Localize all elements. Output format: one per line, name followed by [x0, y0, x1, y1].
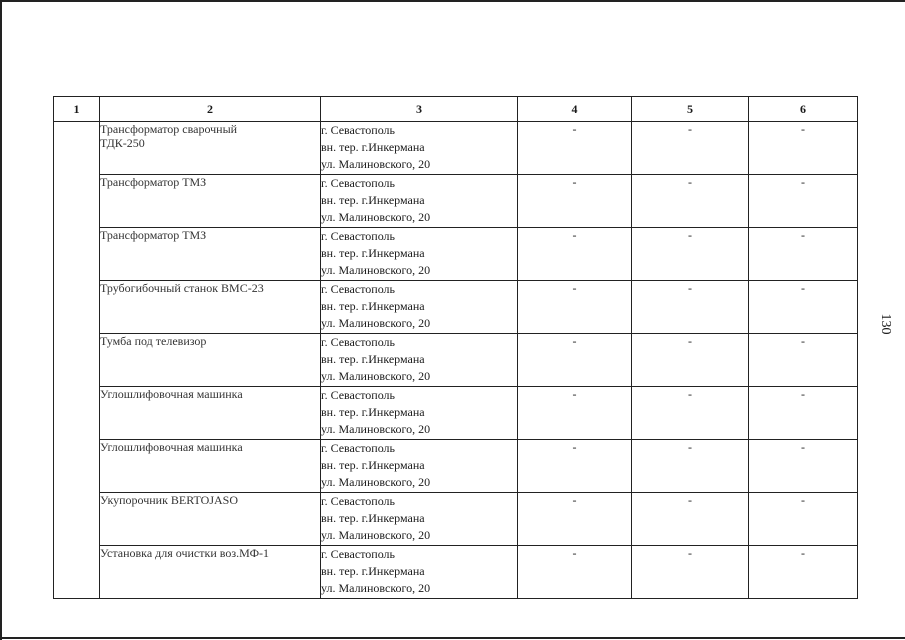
value-c4: -: [518, 546, 632, 599]
address-line: вн. тер. г.Инкермана: [321, 140, 425, 154]
item-name: Тумба под телевизор: [100, 334, 321, 387]
value-c5: -: [632, 493, 749, 546]
value-c4: -: [518, 175, 632, 228]
value-c6: -: [749, 334, 858, 387]
row-number-cell: [54, 334, 100, 387]
value-c4: -: [518, 228, 632, 281]
row-number-cell: [54, 387, 100, 440]
address-line: ул. Малиновского, 20: [321, 263, 431, 277]
table-row: [54, 281, 858, 334]
table-row: [54, 387, 858, 440]
value-c4: -: [518, 334, 632, 387]
table-row: [54, 493, 858, 546]
value-c5: -: [632, 387, 749, 440]
item-address: [321, 440, 518, 493]
header-row: [54, 97, 858, 122]
address-line: вн. тер. г.Инкермана: [321, 193, 425, 207]
value-c5: -: [632, 281, 749, 334]
item-address: [321, 122, 518, 175]
page-top-border: [0, 0, 905, 2]
address-line: г. Севастополь: [321, 388, 396, 402]
row-number-cell: [54, 228, 100, 281]
table-row: [54, 440, 858, 493]
address-line: ул. Малиновского, 20: [321, 422, 431, 436]
value-c4: -: [518, 493, 632, 546]
value-c5: -: [632, 175, 749, 228]
item-name: Трубогибочный станок ВМС-23: [100, 281, 321, 334]
address-line: ул. Малиновского, 20: [321, 528, 431, 542]
row-number-cell: [54, 175, 100, 228]
table-row: [54, 546, 858, 599]
item-name: Установка для очистки воз.МФ-1: [100, 546, 321, 599]
item-name: Углошлифовочная машинка: [100, 387, 321, 440]
address-line: ул. Малиновского, 20: [321, 581, 431, 595]
col-header-1: 1: [54, 97, 100, 122]
value-c6: -: [749, 175, 858, 228]
row-number-cell: [54, 122, 100, 175]
value-c6: -: [749, 281, 858, 334]
value-c6: -: [749, 228, 858, 281]
item-address: [321, 334, 518, 387]
address-line: ул. Малиновского, 20: [321, 316, 431, 330]
value-c5: -: [632, 334, 749, 387]
col-header-2: 2: [100, 97, 321, 122]
address-line: ул. Малиновского, 20: [321, 157, 431, 171]
address-line: вн. тер. г.Инкермана: [321, 564, 425, 578]
value-c4: -: [518, 122, 632, 175]
address-line: ул. Малиновского, 20: [321, 475, 431, 489]
item-address: [321, 387, 518, 440]
value-c6: -: [749, 440, 858, 493]
value-c4: -: [518, 281, 632, 334]
col-header-5: 5: [632, 97, 749, 122]
item-name: Трансформатор ТМЗ: [100, 175, 321, 228]
value-c5: -: [632, 228, 749, 281]
item-name: Трансформатор ТМЗ: [100, 228, 321, 281]
value-c4: -: [518, 440, 632, 493]
table-row: [54, 122, 858, 175]
table-row: [54, 334, 858, 387]
col-header-6: 6: [749, 97, 858, 122]
address-line: ул. Малиновского, 20: [321, 369, 431, 383]
item-name: Укупорочник BERTOJASO: [100, 493, 321, 546]
item-name: Углошлифовочная машинка: [100, 440, 321, 493]
value-c4: -: [518, 387, 632, 440]
value-c6: -: [749, 122, 858, 175]
address-line: вн. тер. г.Инкермана: [321, 405, 425, 419]
address-line: г. Севастополь: [321, 441, 396, 455]
table-row: [54, 228, 858, 281]
value-c5: -: [632, 122, 749, 175]
page-number: 130: [878, 313, 893, 335]
address-line: г. Севастополь: [321, 335, 396, 349]
address-line: г. Севастополь: [321, 229, 396, 243]
value-c5: -: [632, 440, 749, 493]
address-line: г. Севастополь: [321, 123, 396, 137]
address-line: вн. тер. г.Инкермана: [321, 458, 425, 472]
item-address: [321, 228, 518, 281]
item-address: [321, 175, 518, 228]
row-number-cell: [54, 440, 100, 493]
value-c6: -: [749, 387, 858, 440]
page-bottom-border: [0, 637, 905, 639]
row-number-cell: [54, 546, 100, 599]
address-line: г. Севастополь: [321, 282, 396, 296]
table-row: [54, 175, 858, 228]
item-name: Трансформатор сварочный ТДК-250: [100, 122, 321, 175]
address-line: вн. тер. г.Инкермана: [321, 352, 425, 366]
address-line: г. Севастополь: [321, 494, 396, 508]
item-address: [321, 281, 518, 334]
address-line: вн. тер. г.Инкермана: [321, 511, 425, 525]
col-header-3: 3: [321, 97, 518, 122]
item-address: [321, 546, 518, 599]
row-number-cell: [54, 493, 100, 546]
address-line: ул. Малиновского, 20: [321, 210, 431, 224]
value-c6: -: [749, 493, 858, 546]
inventory-table: [53, 96, 858, 599]
address-line: г. Севастополь: [321, 547, 396, 561]
row-number-cell: [54, 281, 100, 334]
address-line: вн. тер. г.Инкермана: [321, 299, 425, 313]
item-address: [321, 493, 518, 546]
value-c5: -: [632, 546, 749, 599]
address-line: г. Севастополь: [321, 176, 396, 190]
page-left-border: [0, 0, 2, 640]
col-header-4: 4: [518, 97, 632, 122]
address-line: вн. тер. г.Инкермана: [321, 246, 425, 260]
value-c6: -: [749, 546, 858, 599]
